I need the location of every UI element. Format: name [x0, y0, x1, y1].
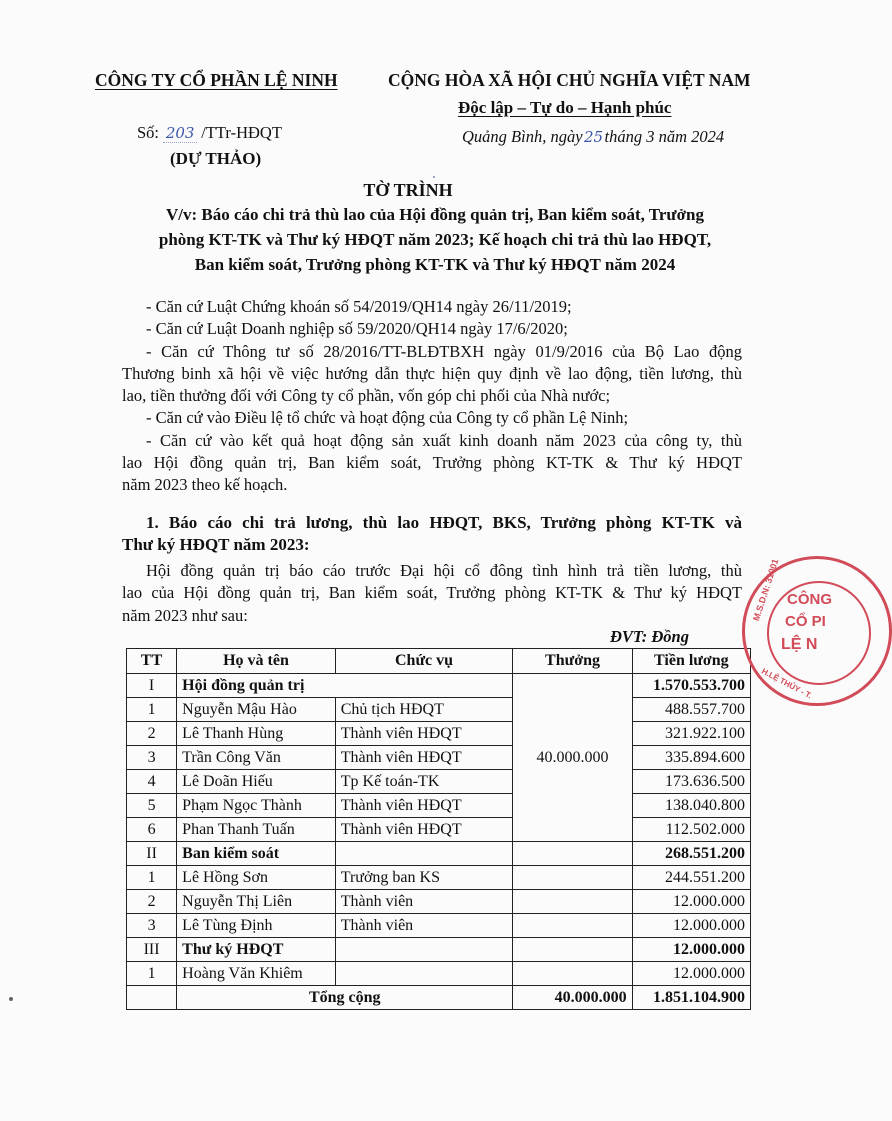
subject-line-3: Ban kiểm soát, Trưởng phòng KT-TK và Thư ký HĐQT năm 2024	[194, 255, 676, 274]
place-date: Quảng Bình, ngày25tháng 3 năm 2024	[462, 127, 725, 146]
table-row-group: III Thư ký HĐQT 12.000.000	[127, 938, 751, 962]
subject-line-1: V/v: Báo cáo chi trả thù lao của Hội đồng quản trị, Ban kiểm soát, Trưởng	[165, 205, 704, 224]
ground-line: - Căn cứ vào Điều lệ tổ chức và hoạt động của Công ty cổ phần Lệ Ninh;	[146, 408, 629, 428]
col-header-name: Họ và tên	[177, 649, 336, 674]
section-1-intro: Hội đồng quản trị báo cáo trước Đại hội cổ đông tình hình trả tiền lương, thù lao của Hội đồng quản trị, Ban kiểm soát, Trưởng phòng KT-TK & Thư ký HĐQT năm 2023 như sau:	[122, 561, 742, 625]
table-row: 1 Nguyễn Mậu Hào Chủ tịch HĐQT 488.557.700	[127, 698, 751, 722]
section-1-heading: 1. Báo cáo chi trả lương, thù lao HĐQT, BKS, Trưởng phòng KT-TK và Thư ký HĐQT năm 2023:	[122, 513, 742, 555]
table-row-group: II Ban kiểm soát 268.551.200	[127, 842, 751, 866]
table-total-row: Tổng cộng 40.000.000 1.851.104.900	[127, 986, 751, 1010]
shared-bonus-cell: 40.000.000	[513, 674, 632, 842]
ground-line: - Căn cứ Luật Doanh nghiệp số 59/2020/QH14 ngày 17/6/2020;	[146, 319, 568, 339]
ground-line: lao, tiền thưởng đối với Công ty cổ phần, vốn góp chi phối của Nhà nước;	[122, 386, 611, 406]
ground-line: Thương binh xã hội về việc hướng dẫn thực hiện quy định về lao động, tiền lương, thù	[122, 363, 742, 383]
unit-label: ĐVT: Đồng	[610, 627, 689, 646]
document-number: Số: 203 /TTr-HĐQT	[137, 123, 282, 142]
ground-line: - Căn cứ Thông tư số 28/2016/TT-BLĐTBXH ngày 01/9/2016 của Bộ Lao động	[146, 341, 742, 361]
table-row-group: I Hội đồng quản trị 40.000.000 1.570.553.700	[127, 674, 751, 698]
table-row: 5 Phạm Ngọc Thành Thành viên HĐQT 138.040.800	[127, 794, 751, 818]
subject-line-2: phòng KT-TK và Thư ký HĐQT năm 2023; Kế hoạch chi trả thù lao HĐQT,	[158, 230, 712, 249]
col-header-bonus: Thưởng	[513, 649, 632, 674]
col-header-salary: Tiền lương	[632, 649, 750, 674]
document-type: TỜ TRÌNH	[363, 180, 453, 200]
handwritten-number: 203	[163, 124, 197, 143]
handwritten-day: 25	[583, 128, 604, 146]
ground-line: - Căn cứ vào kết quả hoạt động sản xuất kinh doanh năm 2023 của công ty, thù	[146, 430, 742, 450]
table-row: 1 Hoàng Văn Khiêm 12.000.000	[127, 962, 751, 986]
nation-title: CỘNG HÒA XÃ HỘI CHỦ NGHĨA VIỆT NAM	[388, 70, 751, 90]
col-header-role: Chức vụ	[335, 649, 513, 674]
scan-speck	[433, 176, 435, 178]
ground-line: - Căn cứ Luật Chứng khoán số 54/2019/QH14 ngày 26/11/2019;	[146, 297, 572, 316]
table-row: 1 Lê Hồng Sơn Trưởng ban KS 244.551.200	[127, 866, 751, 890]
company-name: CÔNG TY CỔ PHẦN LỆ NINH	[95, 70, 338, 90]
scan-speck	[9, 997, 13, 1001]
table-header-row	[127, 649, 751, 674]
table-row: 6 Phan Thanh Tuấn Thành viên HĐQT 112.502.000	[127, 818, 751, 842]
col-header-tt: TT	[127, 649, 177, 674]
table-row: 3 Trần Công Văn Thành viên HĐQT 335.894.600	[127, 746, 751, 770]
table-row: 2 Nguyễn Thị Liên Thành viên 12.000.000	[127, 890, 751, 914]
draft-label: (DỰ THẢO)	[170, 149, 262, 168]
company-seal: M.S.D.N: 31001 CÔNG CỔ PI LỆ N H.LỆ THỦY - T.	[742, 556, 892, 706]
table-row: 2 Lê Thanh Hùng Thành viên HĐQT 321.922.100	[127, 722, 751, 746]
table-row: 3 Lê Tùng Định Thành viên 12.000.000	[127, 914, 751, 938]
ground-line: lao Hội đồng quản trị, Ban kiểm soát, Trưởng phòng KT-TK & Thư ký HĐQT	[122, 453, 742, 473]
nation-motto: Độc lập – Tự do – Hạnh phúc	[458, 98, 672, 117]
payment-table	[126, 648, 751, 1010]
table-row: 4 Lê Doãn Hiếu Tp Kế toán-TK 173.636.500	[127, 770, 751, 794]
legal-grounds	[122, 296, 742, 497]
ground-line: năm 2023 theo kế hoạch.	[122, 475, 288, 495]
